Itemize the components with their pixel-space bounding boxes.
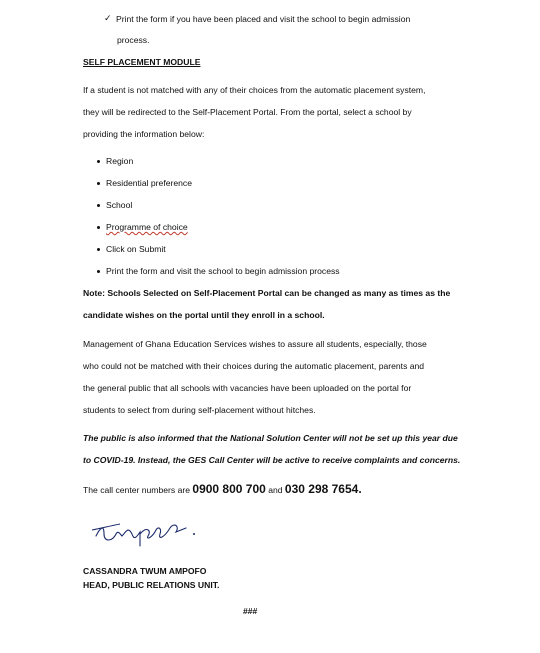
para2-line2: who could not be matched with their choices during the automatic placement, parents and (83, 361, 425, 371)
bullet-item-submit: Click on Submit (106, 244, 166, 254)
para1-line2: they will be redirected to the Self-Placement Portal. From the portal, select a school by (83, 107, 412, 117)
para3-line2: to COVID-19. Instead, the GES Call Center will be active to receive complaints and concerns. (83, 455, 461, 465)
bullet-icon (97, 160, 100, 163)
bullet-icon (97, 248, 100, 251)
self-placement-heading: SELF PLACEMENT MODULE (83, 57, 201, 67)
bullet-icon (97, 226, 100, 229)
handwritten-signature (90, 512, 210, 552)
para1-line1: If a student is not matched with any of their choices from the automatic placement system, (83, 85, 426, 95)
signatory-name: CASSANDRA TWUM AMPOFO (83, 566, 207, 576)
bullet-icon (97, 270, 100, 273)
bullet-item-region: Region (106, 156, 134, 166)
bullet-item-print: Print the form and visit the school to begin admission process (106, 266, 340, 276)
para2-line1: Management of Ghana Education Services wishes to assure all students, especially, those (83, 339, 427, 349)
call-number-2: 030 298 7654 (284, 482, 359, 496)
check-item-line2: process. (117, 35, 150, 45)
para2-line3: the general public that all schools with vacancies have been uploaded on the portal for (83, 383, 412, 393)
call-center-suffix: . (358, 482, 362, 496)
signatory-title: HEAD, PUBLIC RELATIONS UNIT. (83, 580, 220, 590)
note-line1: Note: Schools Selected on Self-Placement Portal can be changed as many as times as the (83, 288, 451, 298)
checkmark-icon: ✓ (104, 13, 112, 23)
call-center-and: and (268, 485, 283, 495)
bullet-item-residential: Residential preference (106, 178, 192, 188)
para1-line3: providing the information below: (83, 129, 205, 139)
bullet-item-programme: Programme of choice (106, 222, 188, 232)
check-item-line1: Print the form if you have been placed and visit the school to begin admission (116, 14, 411, 24)
bullet-item-school: School (106, 200, 133, 210)
bullet-icon (97, 204, 100, 207)
end-mark: ### (243, 606, 258, 616)
call-center-prefix: The call center numbers are (83, 485, 190, 495)
bullet-icon (97, 182, 100, 185)
call-center-line (83, 484, 362, 496)
note-line2: candidate wishes on the portal until they enroll in a school. (83, 310, 325, 320)
para3-line1: The public is also informed that the National Solution Center will not be set up this year due (83, 433, 458, 443)
call-number-1: 0900 800 700 (192, 482, 266, 496)
para2-line4: students to select from during self-placement without hitches. (83, 405, 316, 415)
